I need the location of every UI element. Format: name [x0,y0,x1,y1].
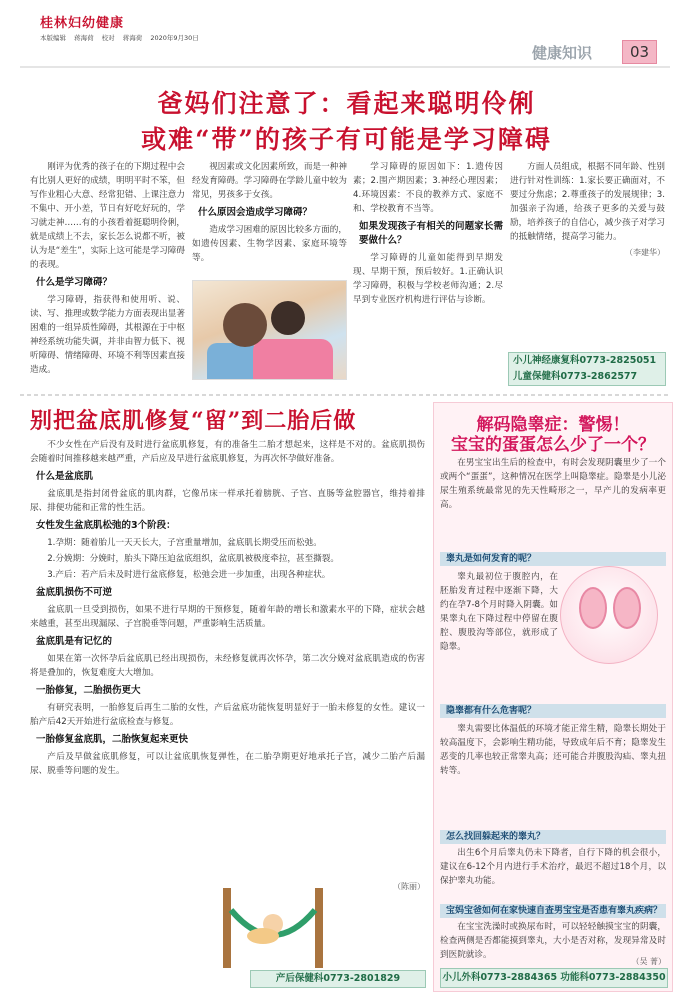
paragraph: 学习障碍的原因如下：1.遗传因素；2.围产期因素；3.神经心理因素；4.环境因素：不良的教养方式、家庭不和、学校教育不当等。 [353,162,503,214]
article3-a2 [440,722,666,822]
article3-q2-wrap [440,700,666,721]
paragraph: 造成学习困难的原因比较多方面的，如遗传因素、生物学因素、家庭环境等等。 [192,225,347,263]
meta-item: 2020年9月30日 [150,34,199,42]
paragraph: 学习障碍，指获得和使用听、说、读、写、推理或数学能力方面表现出显著困难的一组异质性障碍，其根源在于中枢神经系统功能失调，并非由智力低下、视听障碍、情绪障碍、环境不利等因素直接造成。 [30,295,185,375]
article3-q4-wrap [440,900,666,921]
list-item: 3.产后：若产后未及时进行盆底修复，松弛会进一步加重，出现各种症状。 [47,570,331,580]
photo-shape [271,301,305,335]
article3-intro [440,456,666,556]
article1-col3 [353,160,503,390]
paragraph: 有研究表明，一胎修复后再生二胎的女性，产后盆底功能恢复明显好于一胎未修复的女性。建议一胎产后42天开始进行盆底检查与修复。 [30,703,425,727]
meta-item: 校对 [101,34,115,42]
contact-line: 儿童保健科0773-2862577 [513,371,638,382]
contact-line: 小儿神经康复科0773-2825051 [513,355,657,366]
paragraph: 产后及早做盆底肌修复，可以让盆底肌恢复弹性，在二胎孕期更好地承托子宫，减少二胎产后漏尿、脱垂等问题的发生。 [30,752,425,776]
article1-photo [192,280,347,380]
photo-shape [253,339,333,379]
paragraph: 在男宝宝出生后的检查中，有时会发现阴囊里少了一个或两个“蛋蛋”，这种情况在医学上叫隐睾症。隐睾是小儿泌尿生殖系统最常见的先天性畸形之一，早产儿的发病率更高。 [440,458,666,510]
list-item: 2.分娩期：分娩时，胎头下降压迫盆底组织，盆底肌被极度牵拉，甚至撕裂。 [47,554,339,564]
paragraph: 在宝宝洗澡时或换尿布时，可以轻轻触摸宝宝的阴囊，检查两侧是否都能摸到睾丸，大小是否对称，发现异常及时到医院就诊。 [440,922,666,960]
baby-figure [247,928,279,944]
illustration-shape [613,587,641,629]
subhead-bar: 隐睾都有什么危害呢？ [440,704,666,718]
article3-a3 [440,846,666,900]
subhead: 什么是盆底肌 [36,471,94,482]
subhead-bar: 宝妈宝爸如何在家快速自查男宝宝是否患有睾丸疾病？ [440,904,666,918]
article2-body [30,438,425,878]
article3-q1-wrap [440,548,666,569]
subhead: 什么原因会造成学习障碍？ [198,207,313,218]
paragraph: 学习障碍的儿童如能得到早期发现、早期干预，预后较好。1.正确认识学习障碍，积极与学校老师沟通；2.尽早到专业医疗机构进行评估与诊断。 [353,253,503,305]
paragraph: 睾丸需要比体温低的环境才能正常生精，隐睾长期处于较高温度下，会影响生精功能，导致成年后不育；隐睾发生恶变的几率也较正常睾丸高；还可能合并腹股沟疝、睾丸扭转等。 [440,724,666,776]
paragraph: 视因素或文化因素所致，而是一种神经发育障碍。学习障碍在学龄儿童中较为常见，男孩多于女孩。 [192,162,347,200]
headline-line2: 或难“带”的孩子有可能是学习障碍 [141,125,552,154]
top-rule [20,66,670,68]
testis-illustration [560,566,658,664]
article1-col2 [192,160,347,278]
subhead: 什么是学习障碍？ [36,277,113,288]
masthead-meta [40,33,205,42]
paragraph: 刚评为优秀的孩子在的下期过程中会有比别人更好的成绩，明明平时不笨，但写作业粗心大意、经常犯错、上课注意力不集中、开小差，节日有好吃好玩的，学习就走神……有的小孩看着挺聪明伶俐，就是成绩上不去，家长怎么说都不听，被认为是“差生”，实际上这可能是学习障碍的表现。 [30,162,185,270]
article1-col4 [510,160,665,346]
subhead: 一胎修复，二胎损伤更大 [36,685,141,696]
subhead-bar: 怎么找回躲起来的睾丸？ [440,830,666,844]
headline-line1: 爸妈们注意了：看起来聪明伶俐 [157,89,536,118]
paragraph: 盆底肌是指封闭骨盆底的肌肉群，它像吊床一样承托着膀胱、子宫、直肠等盆腔器官，维持着排尿、排便功能和正常的性生活。 [30,489,425,513]
article3-contact: 小儿外科0773-2884365 功能科0773-2884350 [440,968,668,988]
paragraph: 方面人员组成，根据不同年龄、性别进行针对性训练：1.家长要正确面对，不要过分焦虑；2.尊重孩子的发展规律；3.加强亲子沟通，给孩子更多的关爱与鼓励，培养孩子的自信心，减少孩子对学习的抵触情绪，提高学习能力。 [510,162,665,242]
page-number: 03 [622,40,657,64]
photo-shape [223,303,267,347]
photo-shape [207,343,257,379]
hammock-illustration [215,880,330,970]
paragraph: 不少女性在产后没有及时进行盆底肌修复，有的准备生二胎才想起来，这样是不对的。盆底肌损伤会随着时间推移越来越严重，产后应及早进行盆底肌修复，为再次怀孕做好准备。 [30,440,425,464]
meta-item: 本版编辑 [40,34,66,42]
article2-title: 别把盆底肌修复“留”到二胎后做 [30,408,357,434]
author: （吴 菁） [631,957,666,966]
article3-a1 [440,570,558,700]
article1-col1 [30,160,185,390]
illustration-shape [579,587,607,629]
article3-q3-wrap [440,826,666,847]
subhead: 女性发生盆底肌松弛的3个阶段： [36,520,176,531]
subhead-bar: 睾丸是如何发育的呢？ [440,552,666,566]
article3-title2: 宝宝的蛋蛋怎么少了一个？ [451,435,655,455]
subhead: 盆底肌损伤不可逆 [36,587,113,598]
article2-contact: 产后保健科0773-2801829 [250,970,426,988]
section-divider [20,394,670,396]
subhead: 一胎修复盆底肌，二胎恢复起来更快 [36,734,189,745]
author: （李建华） [625,248,665,257]
masthead-logo: 桂林妇幼健康 [40,16,125,31]
article3-title1: 解码隐睾症：警惕！ [476,415,630,435]
meta-item: 蒋海荷 [74,34,94,42]
list-item: 1.孕期：随着胎儿一天天长大，子宫重量增加，盆底肌长期受压而松弛。 [47,538,322,548]
meta-item: 蒋海荷 [122,34,143,42]
subhead: 如果发现孩子有相关的问题家长需要做什么？ [359,221,503,246]
paragraph: 出生6个月后睾丸仍未下降者，自行下降的机会很小，建议在6-12个月内进行手术治疗，最迟不超过18个月，以保护睾丸功能。 [440,848,666,886]
article2-tail [330,880,425,966]
tree-trunk [223,888,231,968]
tree-trunk [315,888,323,968]
article1-contact [508,352,666,386]
paragraph: 盆底肌一旦受到损伤，如果不进行早期的干预修复，随着年龄的增长和激素水平的下降，症状会越来越重，甚至出现漏尿、子宫脱垂等问题，严重影响生活质量。 [30,605,425,629]
paragraph: 如果在第一次怀孕后盆底肌已经出现损伤，未经修复就再次怀孕，第二次分娩对盆底肌造成的伤害将是叠加的，恢复难度大大增加。 [30,654,425,678]
paragraph: 睾丸最初位于腹腔内，在胚胎发育过程中逐渐下降，大约在孕7-8个月时降入阴囊。如果睾丸在下降过程中停留在腹腔、腹股沟等部位，就形成了隐睾。 [440,572,558,652]
author: （陈丽） [393,882,425,891]
section-title: 健康知识 [532,44,593,62]
subhead: 盆底肌是有记忆的 [36,636,113,647]
